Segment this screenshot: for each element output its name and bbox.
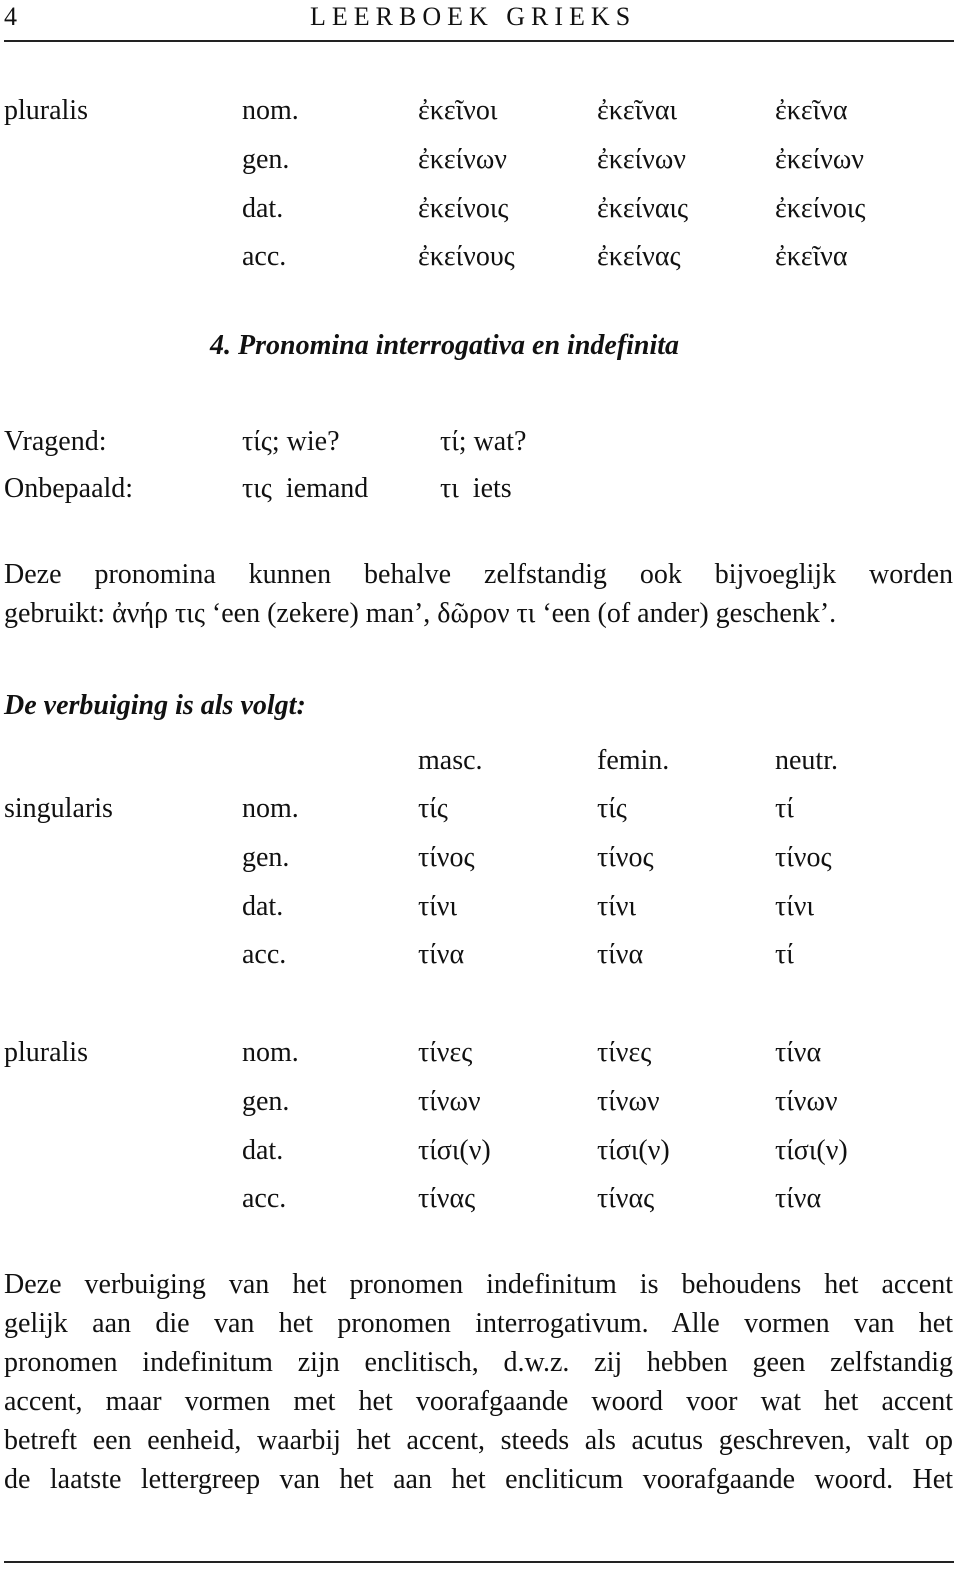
case-label: nom. bbox=[242, 1037, 299, 1068]
group-label-pluralis: pluralis bbox=[4, 1037, 88, 1068]
form-femin: τίνων bbox=[597, 1086, 660, 1117]
footer-rule bbox=[4, 1561, 954, 1563]
form-femin: τίνα bbox=[597, 939, 644, 970]
column-header-neutr: neutr. bbox=[775, 745, 838, 776]
form-neutr: τί bbox=[775, 939, 794, 970]
case-label: acc. bbox=[242, 241, 287, 272]
form-neutr: ἐκείνοις bbox=[775, 193, 866, 224]
paragraph-line: gelijk aan die van het pronomen interrogativum. Alle vormen van het bbox=[4, 1308, 953, 1339]
paragraph-line: de laatste lettergreep van het aan het encliticum voorafgaande woord. Het bbox=[4, 1464, 953, 1495]
running-title: LEERBOEK GRIEKS bbox=[310, 2, 637, 31]
form-femin: τίς bbox=[597, 793, 627, 824]
form-masc: τίνες bbox=[418, 1037, 473, 1068]
form-masc: τίσι(ν) bbox=[418, 1135, 491, 1166]
case-label: nom. bbox=[242, 793, 299, 824]
form-femin: τίνες bbox=[597, 1037, 652, 1068]
form-femin: τίνος bbox=[597, 842, 654, 873]
definition-form-ti: τί; wat? bbox=[440, 426, 527, 457]
paragraph-line: pronomen indefinitum zijn enclitisch, d.w.z. zij hebben geen zelfstandig bbox=[4, 1347, 953, 1378]
form-neutr: τίνων bbox=[775, 1086, 838, 1117]
paragraph-line: betreft een eenheid, waarbij het accent, steeds als acutus geschreven, valt op bbox=[4, 1425, 953, 1456]
column-header-femin: femin. bbox=[597, 745, 670, 776]
case-label: nom. bbox=[242, 95, 299, 126]
definition-label-onbepaald: Onbepaald: bbox=[4, 473, 134, 504]
form-femin: ἐκεῖναι bbox=[597, 95, 678, 126]
paragraph-line: Deze pronomina kunnen behalve zelfstandig ook bijvoeglijk worden bbox=[4, 559, 953, 590]
definition-form-tis: τίς; wie? bbox=[242, 426, 340, 457]
form-neutr: τίνι bbox=[775, 891, 814, 922]
form-masc: ἐκείνων bbox=[418, 144, 507, 175]
form-masc: τίνι bbox=[418, 891, 457, 922]
definition-form-tis-enclitic: τις iemand bbox=[242, 473, 369, 504]
form-neutr: τίνος bbox=[775, 842, 832, 873]
case-label: gen. bbox=[242, 842, 290, 873]
definition-form-ti-enclitic: τι iets bbox=[440, 473, 512, 504]
form-femin: τίνι bbox=[597, 891, 636, 922]
header-rule bbox=[4, 40, 954, 42]
form-neutr: ἐκεῖνα bbox=[775, 95, 848, 126]
paragraph-line: Deze verbuiging van het pronomen indefinitum is behoudens het accent bbox=[4, 1269, 953, 1300]
case-label: gen. bbox=[242, 1086, 290, 1117]
form-neutr: τίνα bbox=[775, 1183, 822, 1214]
definition-label-vragend: Vragend: bbox=[4, 426, 107, 457]
form-masc: ἐκείνους bbox=[418, 241, 515, 272]
page-number: 4 bbox=[4, 2, 17, 31]
form-femin: ἐκείνας bbox=[597, 241, 681, 272]
form-neutr: τίνα bbox=[775, 1037, 822, 1068]
case-label: acc. bbox=[242, 939, 287, 970]
section-heading: 4. Pronomina interrogativa en indefinita bbox=[210, 330, 680, 361]
form-femin: τίσι(ν) bbox=[597, 1135, 670, 1166]
form-femin: τίνας bbox=[597, 1183, 655, 1214]
form-neutr: τί bbox=[775, 793, 794, 824]
form-masc: τίς bbox=[418, 793, 448, 824]
form-masc: τίνων bbox=[418, 1086, 481, 1117]
form-masc: τίνα bbox=[418, 939, 465, 970]
case-label: dat. bbox=[242, 193, 284, 224]
form-femin: ἐκείναις bbox=[597, 193, 689, 224]
case-label: dat. bbox=[242, 1135, 284, 1166]
case-label: dat. bbox=[242, 891, 284, 922]
group-label-pluralis: pluralis bbox=[4, 95, 88, 126]
paragraph-line: gebruikt: ἀνήρ τις ‘een (zekere) man’, δῶρον τι ‘een (of ander) geschenk’. bbox=[4, 598, 837, 629]
subheading: De verbuiging is als volgt: bbox=[4, 690, 306, 721]
form-masc: τίνος bbox=[418, 842, 475, 873]
column-header-masc: masc. bbox=[418, 745, 483, 776]
form-masc: τίνας bbox=[418, 1183, 476, 1214]
form-masc: ἐκεῖνοι bbox=[418, 95, 498, 126]
group-label-singularis: singularis bbox=[4, 793, 113, 824]
form-neutr: ἐκείνων bbox=[775, 144, 864, 175]
form-masc: ἐκείνοις bbox=[418, 193, 509, 224]
paragraph-line: accent, maar vormen met het voorafgaande woord voor wat het accent bbox=[4, 1386, 953, 1417]
form-neutr: ἐκεῖνα bbox=[775, 241, 848, 272]
form-femin: ἐκείνων bbox=[597, 144, 686, 175]
form-neutr: τίσι(ν) bbox=[775, 1135, 848, 1166]
case-label: gen. bbox=[242, 144, 290, 175]
case-label: acc. bbox=[242, 1183, 287, 1214]
